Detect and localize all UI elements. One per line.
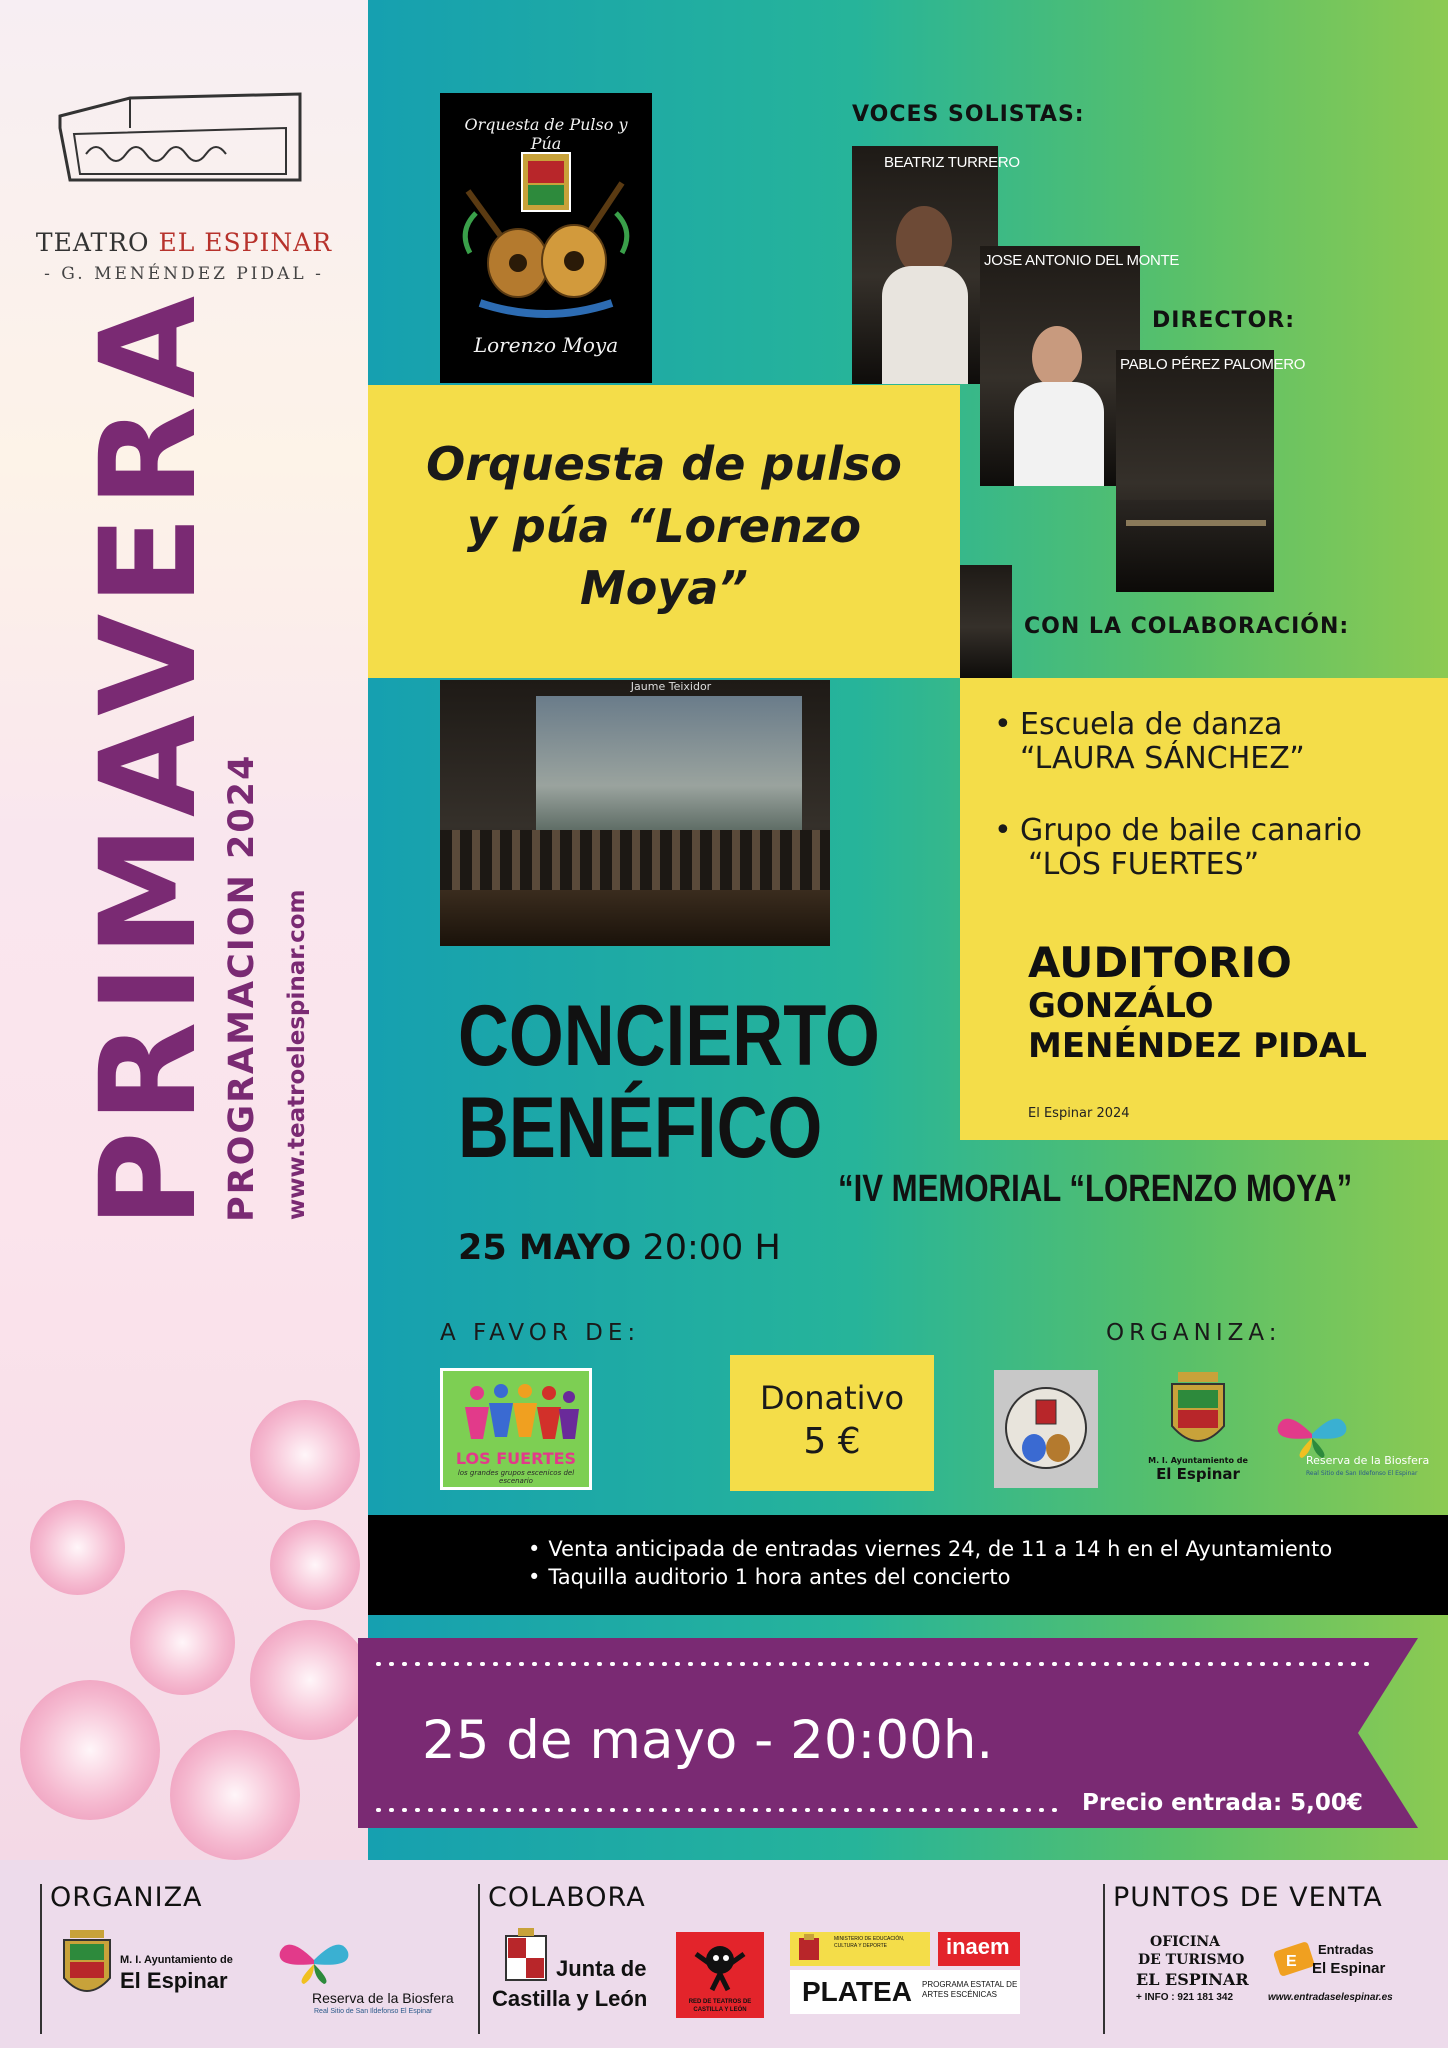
- photo-edge-strip: [960, 565, 1012, 678]
- ayuntamiento-logo: [1138, 1372, 1258, 1496]
- collaboration-item-name: Escuela de danza: [1020, 707, 1283, 742]
- bullet-icon: •: [528, 1537, 541, 1561]
- blossom-decoration: [250, 1620, 368, 1740]
- coat-of-arms-icon: [1168, 1372, 1228, 1456]
- event-heading-line1: CONCIERTO: [458, 988, 880, 1084]
- memorial-title: “IV MEMORIAL “LORENZO MOYA”: [838, 1168, 1353, 1210]
- red-teatros-text: RED DE TEATROS DE CASTILLA Y LEÓN: [688, 1999, 752, 2013]
- ministerio-text: MINISTERIO DE EDUCACIÓN, CULTURA Y DEPORTE: [834, 1936, 905, 1949]
- red-teatros-figure-icon: [676, 1934, 764, 1994]
- collaboration-item: [994, 813, 1362, 882]
- footer-organiza-heading: ORGANIZA: [50, 1882, 203, 1913]
- blossom-decoration: [130, 1590, 235, 1695]
- ticket-info-band: [368, 1515, 1448, 1615]
- orchestra-logo-arc-text: Orquesta de Pulso y Púa: [464, 115, 628, 153]
- venue-line3: MENÉNDEZ PIDAL: [1028, 1026, 1367, 1066]
- concert-title-line1: Orquesta de pulso: [426, 437, 902, 491]
- donation-label: Donativo: [759, 1379, 905, 1417]
- favor-label: A FAVOR DE:: [440, 1320, 641, 1346]
- biosfera-logo-line2: Real Sitio de San Ildefonso El Espinar: [1306, 1470, 1418, 1477]
- footer-ayuntamiento-line2: El Espinar: [120, 1968, 228, 1993]
- ribbon-date: 25 de mayo - 20:00h.: [422, 1710, 994, 1771]
- program-label: PROGRAMACION 2024: [222, 753, 262, 1222]
- guitar-crest-icon: [440, 143, 652, 323]
- oficina-line3: EL ESPINAR: [1136, 1970, 1249, 1989]
- venue: [1028, 940, 1367, 1066]
- coat-of-arms-icon: [62, 1930, 112, 2004]
- ticket-info-text: Taquilla auditorio 1 hora antes del concierto: [548, 1565, 1011, 1589]
- theatre-name: [0, 228, 368, 257]
- svg-text:E: E: [1286, 1953, 1297, 1970]
- title-box: [368, 385, 960, 678]
- event-date: 25 MAYO: [458, 1228, 632, 1268]
- entradas-line1: Entradas: [1318, 1942, 1374, 1957]
- collaboration-item-name: Grupo de baile canario: [1020, 813, 1362, 848]
- collaboration-box: [960, 678, 1448, 1140]
- website-link[interactable]: www.teatroelespinar.com: [284, 889, 310, 1220]
- theatre-name-part1: TEATRO: [35, 228, 150, 257]
- event-date-line: [458, 1228, 781, 1268]
- spain-shield-icon: [796, 1934, 822, 1964]
- event-heading: [458, 990, 880, 1174]
- oficina-line2: DE TURISMO: [1138, 1952, 1245, 1968]
- event-time: 20:00 H: [642, 1228, 781, 1268]
- blossom-decoration: [30, 1500, 125, 1595]
- orchestra-badge-logo: [994, 1370, 1098, 1488]
- singer1-caption: BEATRIZ TURRERO: [884, 154, 1020, 171]
- collaboration-credit: El Espinar 2024: [1028, 1106, 1130, 1121]
- ayuntamiento-logo-line2: El Espinar: [1156, 1465, 1240, 1483]
- concert-photo-screen-caption: Jaume Teixidor: [630, 680, 712, 693]
- entradas-line2: El Espinar: [1312, 1960, 1386, 1977]
- blossom-decoration: [170, 1730, 300, 1860]
- platea-subtext: PROGRAMA ESTATAL DE ARTES ESCÉNICAS: [922, 1980, 1018, 1999]
- ticket-price: Precio entrada: 5,00€: [1082, 1790, 1363, 1816]
- oficina-phone: + INFO : 921 181 342: [1136, 1992, 1234, 2003]
- orchestra-logo-name: Lorenzo Moya: [473, 333, 619, 357]
- ticket-info-line: [528, 1537, 1332, 1561]
- collaboration-item-detail: “LAURA SÁNCHEZ”: [1020, 741, 1305, 776]
- bullet-icon: •: [994, 813, 1012, 848]
- bullet-icon: •: [994, 707, 1012, 742]
- donation-box: [730, 1355, 934, 1491]
- collaboration-item-detail: “LOS FUERTES”: [1028, 847, 1260, 882]
- ticket-info-line: [528, 1565, 1011, 1589]
- butterfly-icon: [1272, 1408, 1352, 1458]
- director-label: DIRECTOR:: [1152, 308, 1296, 333]
- guitar-badge-icon: [994, 1370, 1098, 1488]
- donation-amount: 5 €: [803, 1421, 861, 1462]
- collaboration-label: CON LA COLABORACIÓN:: [1024, 614, 1350, 639]
- ministerio-logo: [790, 1932, 930, 1966]
- blossom-decoration: [20, 1680, 160, 1820]
- inaem-logo: [938, 1932, 1020, 1966]
- footer: [0, 1860, 1448, 2048]
- blossom-decoration: [270, 1520, 360, 1610]
- los-fuertes-logo-subtext: los grandes grupos escenicos del escenario: [457, 1469, 575, 1485]
- venue-line2: GONZÁLO: [1028, 986, 1214, 1026]
- footer-junta-line1: Junta de: [556, 1956, 647, 1981]
- los-fuertes-logo-text: LOS FUERTES: [455, 1449, 577, 1468]
- orchestra-logo: [440, 93, 652, 383]
- theatre-name-part2: EL ESPINAR: [158, 228, 333, 257]
- concert-title-line2: y púa “Lorenzo: [466, 499, 862, 553]
- platea-logo: [790, 1970, 1020, 2014]
- concert-title: [388, 433, 940, 619]
- footer-biosfera-line2: Real Sitio de San Ildefonso El Espinar: [314, 2008, 433, 2015]
- bullet-icon: •: [528, 1565, 541, 1589]
- entradas-url[interactable]: www.entradaselespinar.es: [1268, 1992, 1393, 2003]
- los-fuertes-logo: [440, 1368, 592, 1490]
- venue-line1: AUDITORIO: [1028, 938, 1292, 987]
- butterfly-icon: [274, 1934, 354, 1984]
- footer-colabora-heading: COLABORA: [488, 1882, 646, 1913]
- ticket-info-text: Venta anticipada de entradas viernes 24, de 11 a 14 h en el Ayuntamiento: [548, 1537, 1333, 1561]
- ayuntamiento-logo-line1: M. I. Ayuntamiento de: [1148, 1456, 1248, 1465]
- theatre-subtitle: - G. MENÉNDEZ PIDAL -: [44, 264, 324, 284]
- dancing-figures-icon: [443, 1379, 589, 1449]
- biosfera-logo: [1272, 1408, 1430, 1488]
- footer-junta-line2: Castilla y León: [492, 1986, 648, 2011]
- footer-puntos-heading: PUNTOS DE VENTA: [1113, 1882, 1383, 1913]
- inaem-text: inaem: [946, 1934, 1010, 1959]
- season-title: PRIMAVERA: [72, 287, 226, 1228]
- main-panel: [368, 0, 1448, 1860]
- footer-divider: [1103, 1884, 1105, 2034]
- event-heading-line2: BENÉFICO: [458, 1080, 823, 1176]
- organiza-label: ORGANIZA:: [1106, 1320, 1282, 1346]
- singer1-photo: [852, 146, 998, 384]
- oficina-line1: OFICINA: [1150, 1934, 1221, 1950]
- footer-divider: [478, 1884, 480, 2034]
- red-teatros-logo: [676, 1932, 764, 2018]
- singer2-caption: JOSE ANTONIO DEL MONTE: [984, 252, 1180, 269]
- soloists-label: VOCES SOLISTAS:: [852, 102, 1085, 127]
- collaboration-item: [994, 707, 1305, 776]
- entradas-logo: [1268, 1932, 1448, 2032]
- footer-ayuntamiento-line1: M. I. Ayuntamiento de: [120, 1954, 233, 1966]
- footer-biosfera-line1: Reserva de la Biosfera: [312, 1990, 454, 2006]
- castilla-leon-shield-icon: [504, 1928, 548, 1990]
- concert-photo: [440, 680, 830, 946]
- sidebar: [0, 0, 368, 1860]
- biosfera-logo-line1: Reserva de la Biosfera: [1306, 1454, 1430, 1467]
- theatre-building-logo: [50, 88, 310, 198]
- director-photo: [1116, 350, 1274, 592]
- blossom-decoration: [250, 1400, 360, 1510]
- director-caption: PABLO PÉREZ PALOMERO: [1120, 356, 1306, 373]
- footer-divider: [40, 1884, 42, 2034]
- platea-text: PLATEA: [802, 1976, 912, 2007]
- concert-title-line3: Moya”: [579, 561, 749, 615]
